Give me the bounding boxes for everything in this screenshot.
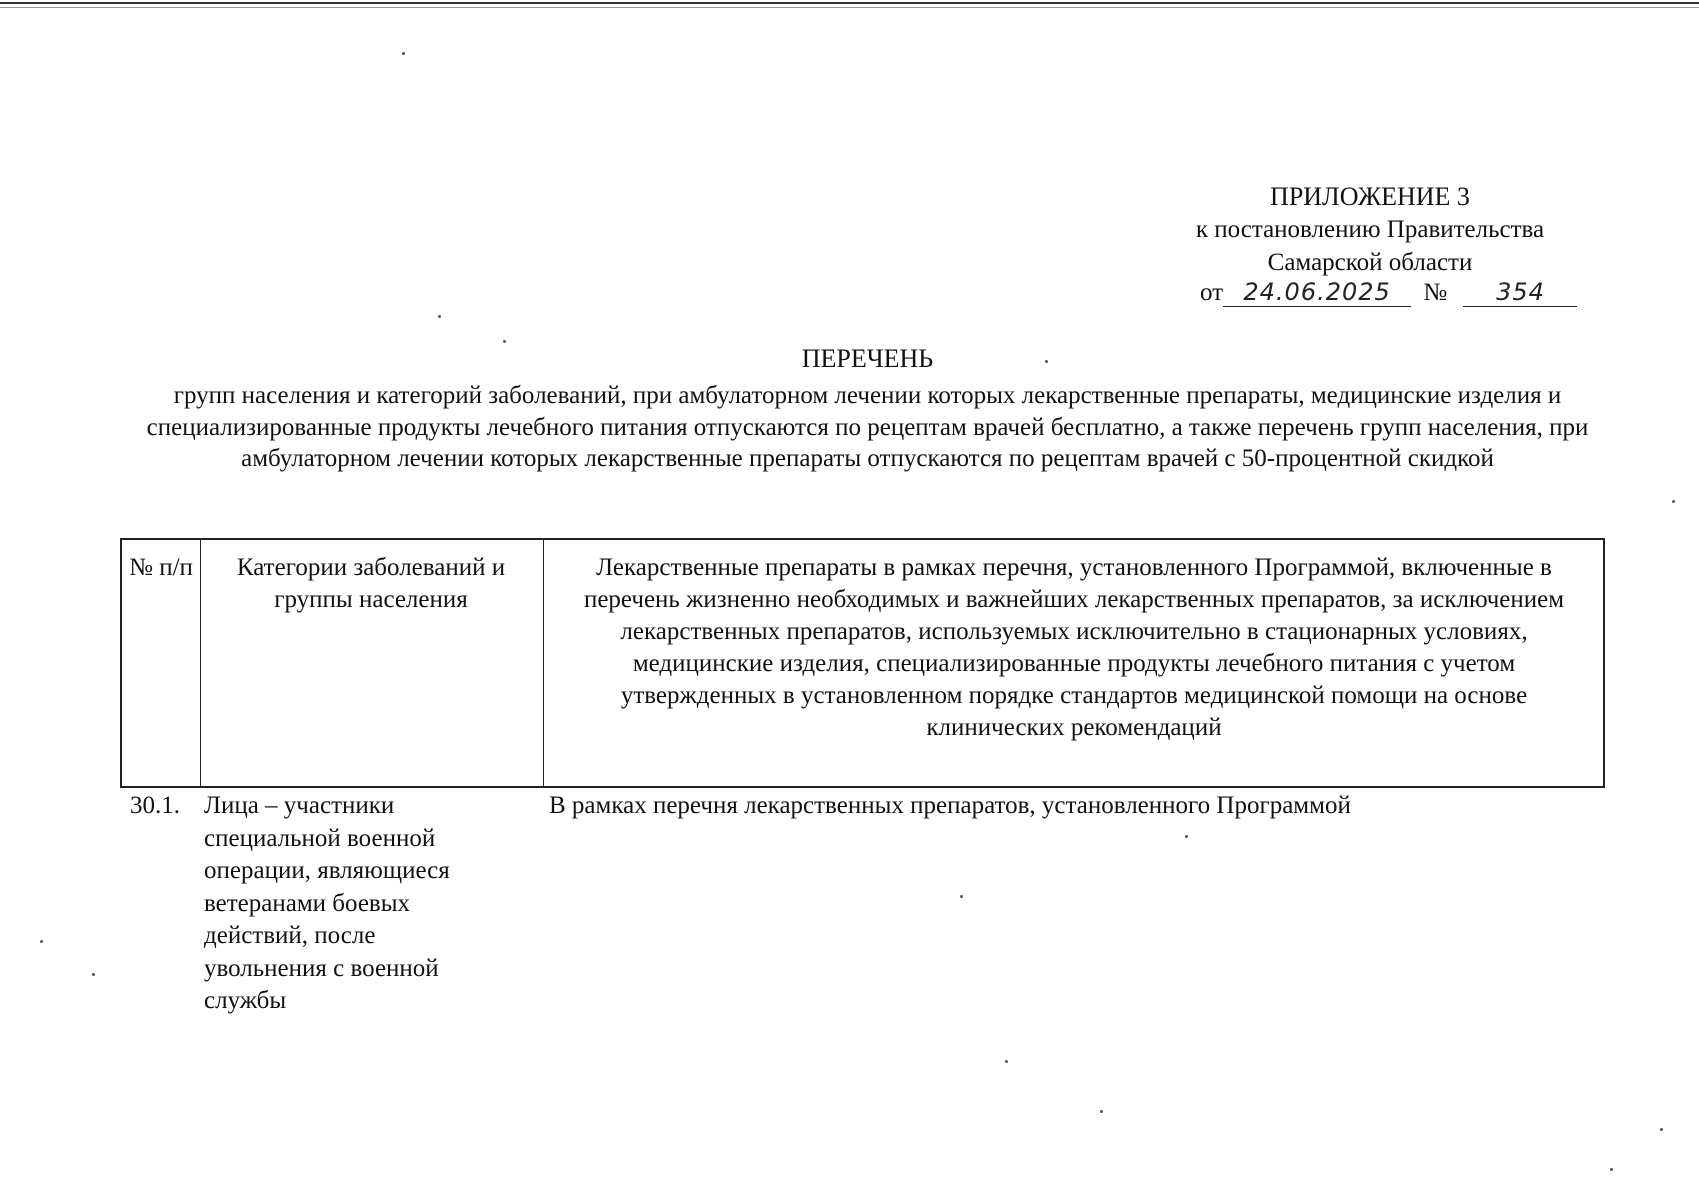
number-prefix: №: [1423, 279, 1448, 306]
scan-speck: [1045, 360, 1048, 363]
header-number: № п/п: [129, 554, 193, 581]
scan-speck: [1005, 1060, 1008, 1063]
scan-speck: [402, 52, 405, 55]
appendix-line-decree: к постановлению Правительства: [1195, 216, 1545, 243]
appendix-line-region: Самарской области: [1267, 249, 1473, 276]
column-divider: [543, 540, 544, 786]
scan-speck: [1660, 1128, 1663, 1131]
date-prefix: от: [1200, 279, 1224, 306]
header-categories: Категории заболеваний и группы населения: [236, 554, 506, 613]
document-title: ПЕРЕЧЕНЬ: [801, 344, 934, 373]
row-number: 30.1.: [130, 792, 180, 819]
top-border-line: [0, 2, 1699, 4]
row-category: Лица – участники специальной военной операции, являющиеся ветеранами боевых действий, после увольнения с военной службы: [204, 792, 450, 1014]
handwritten-date: 24.06.2025: [1223, 278, 1411, 307]
scan-speck: [1185, 835, 1188, 838]
scan-speck: [503, 340, 506, 343]
table-header: [120, 538, 1605, 788]
scan-speck: [1100, 1110, 1103, 1113]
column-divider: [200, 540, 201, 786]
scan-speck: [438, 315, 441, 318]
handwritten-number: 354: [1463, 278, 1577, 307]
header-drugs: Лекарственные препараты в рамках перечня, установленного Программой, включенные в перечень жизненно необходимых и важнейших лекарственных препаратов, за исключением лекарственных препаратов, используемых исключительно в стационарных условиях, медицинские изделия, специализированные продукты лечебного питания с учетом утвержденных в установленном порядке стандартов медицинской помощи на основе клинических рекомендаций: [583, 554, 1565, 741]
scan-speck: [1610, 1168, 1613, 1171]
scan-speck: [40, 940, 43, 943]
row-drugs: В рамках перечня лекарственных препаратов, установленного Программой: [549, 792, 1351, 819]
top-border-line-thin: [0, 7, 1699, 8]
decree-date-line: [1200, 278, 1577, 307]
appendix-block: [1150, 180, 1590, 279]
scan-speck: [1672, 500, 1675, 503]
scan-speck: [92, 973, 95, 976]
document-subtitle: групп населения и категорий заболеваний, при амбулаторном лечении которых лекарственные препараты, медицинские изделия и специализированные продукты лечебного питания отпускаются по рецептам врачей бесплатно, а также перечень групп населения, при амбулаторном лечении которых лекарственные препараты отпускаются по рецептам врачей с 50-процентной скидкой: [146, 382, 1589, 472]
appendix-title: ПРИЛОЖЕНИЕ 3: [1270, 182, 1470, 211]
scan-speck: [960, 895, 963, 898]
